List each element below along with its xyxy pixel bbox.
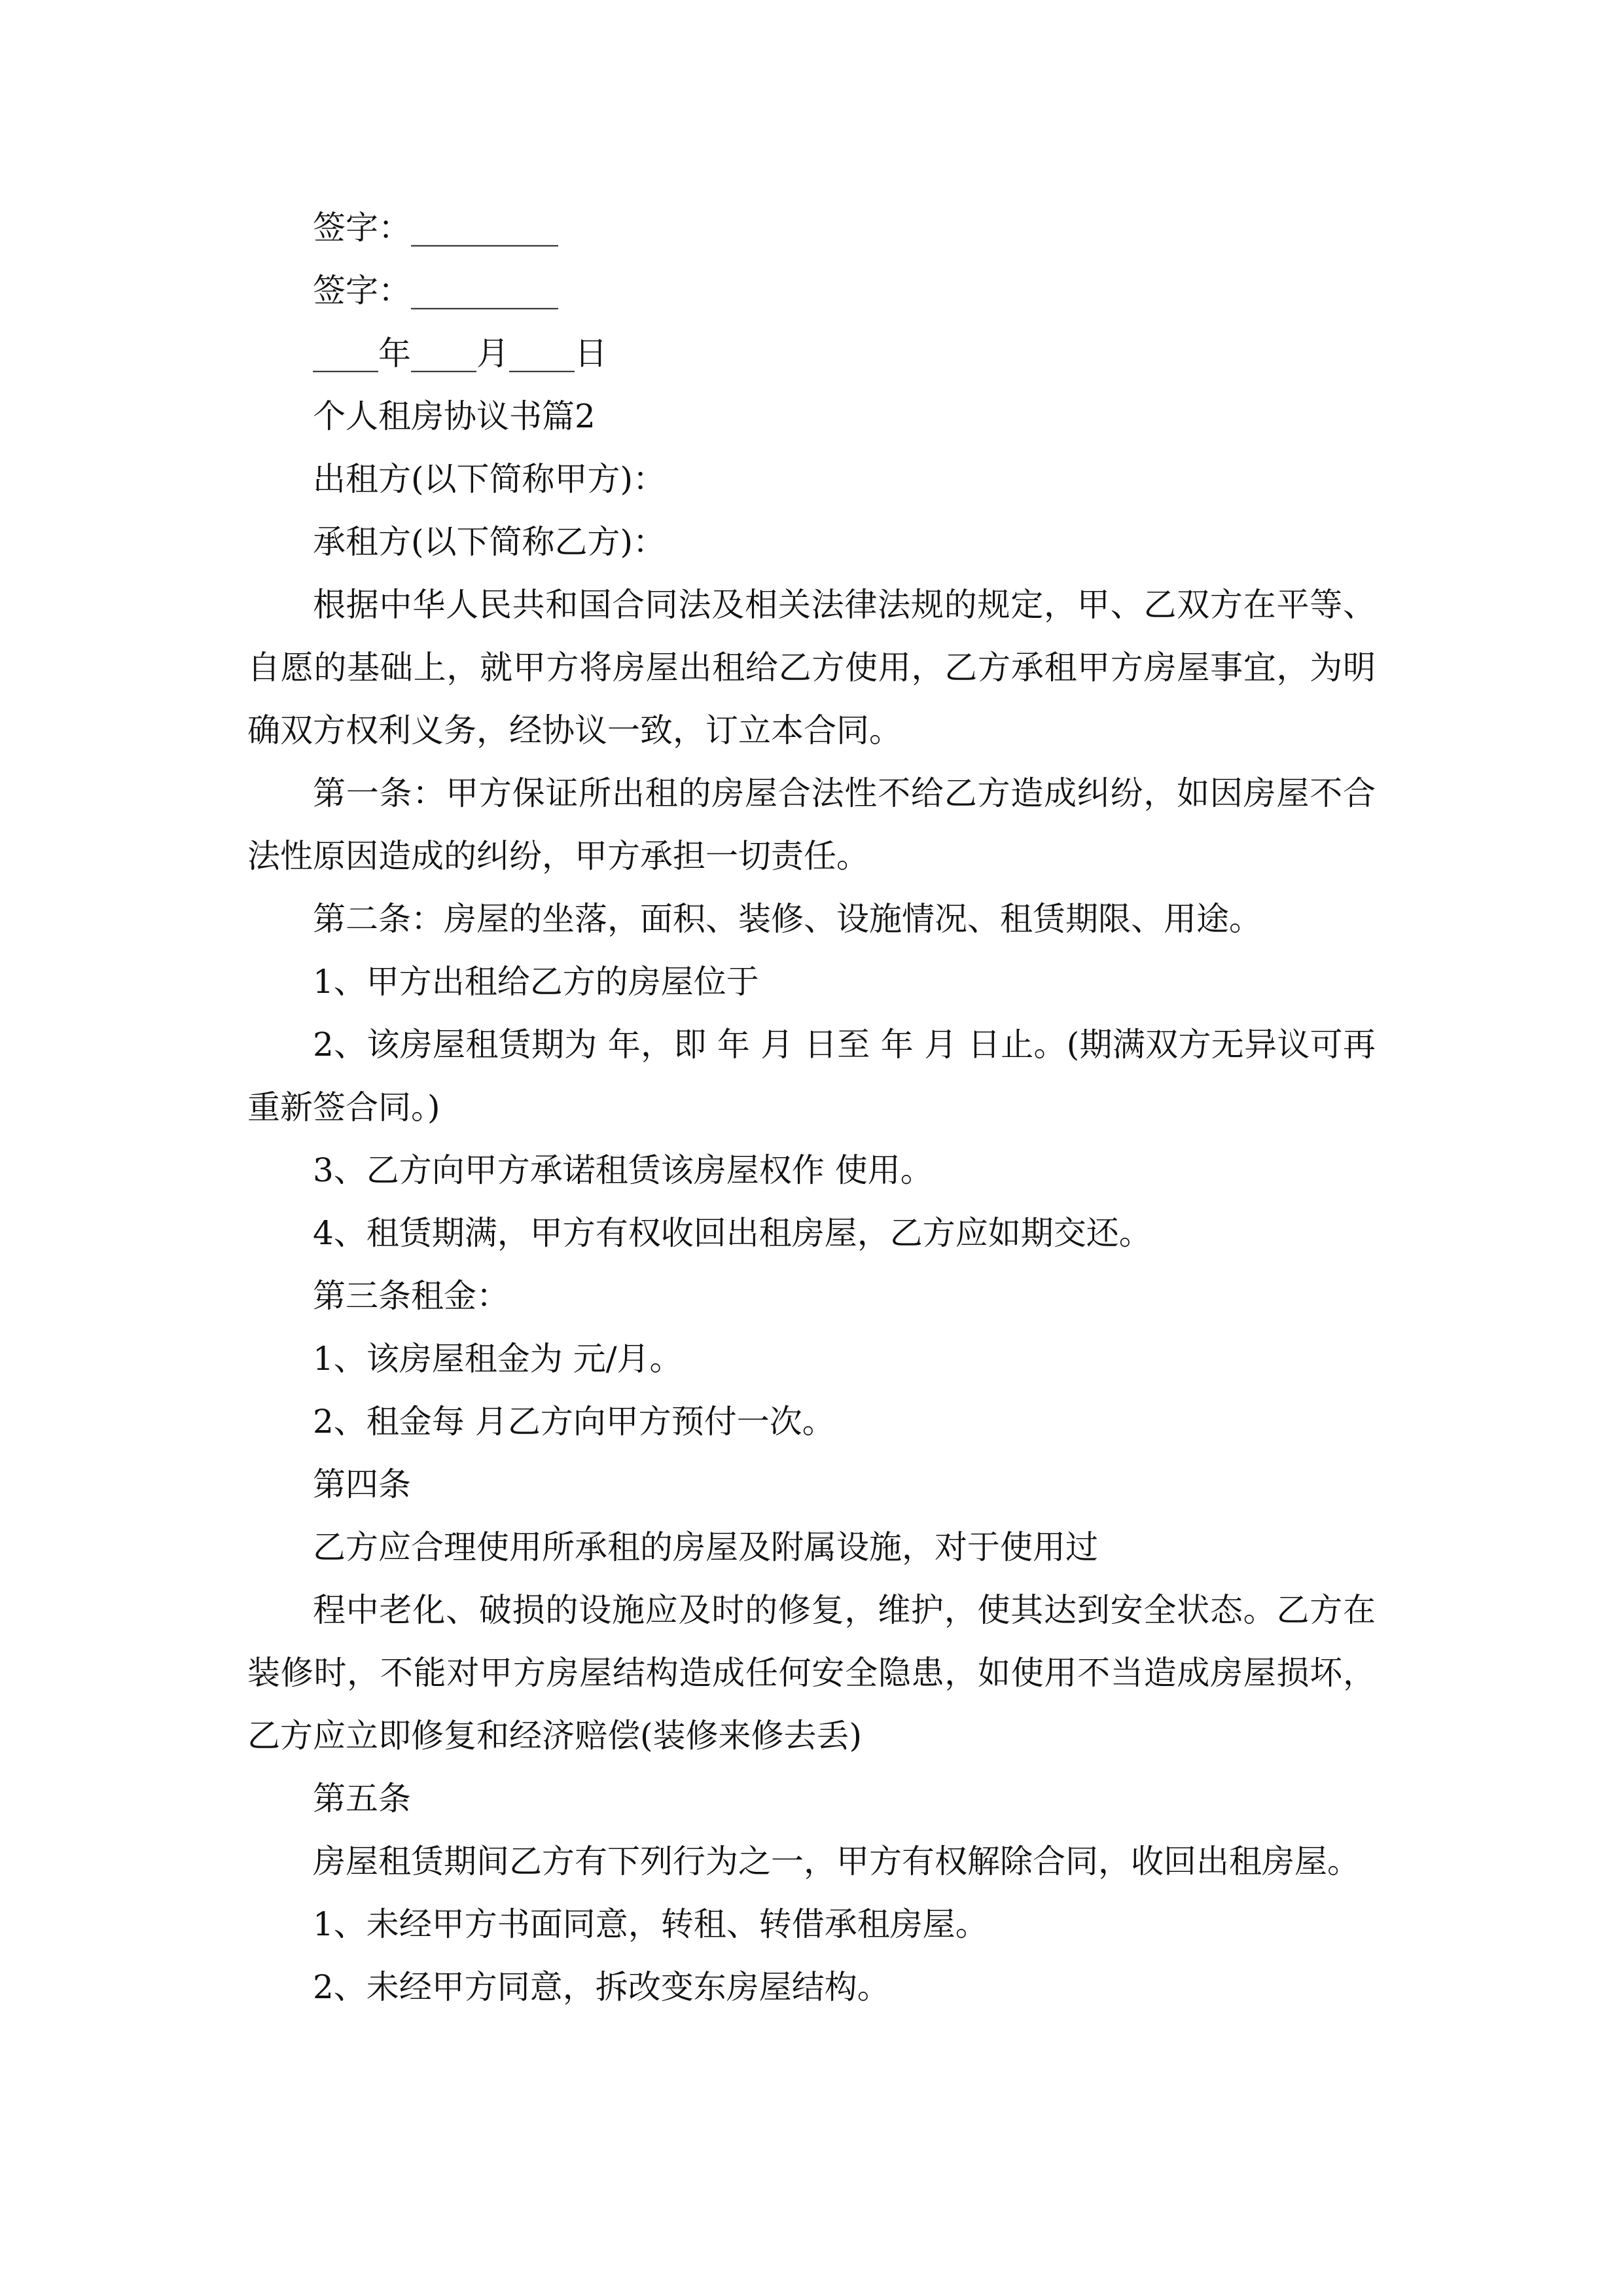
section-title: 个人租房协议书篇2	[313, 397, 596, 435]
article-5-paragraph: 房屋租赁期间乙方有下列行为之一，甲方有权解除合同，收回出租房屋。	[313, 1842, 1360, 1880]
article-2-item-3: 3、乙方向甲方承诺租赁该房屋权作 使用。	[313, 1151, 933, 1189]
article-3-heading: 第三条租金：	[313, 1277, 509, 1315]
article-5-item-2: 2、未经甲方同意，拆改变东房屋结构。	[313, 1968, 890, 2006]
article-1: 第一条：甲方保证所出租的房屋合法性不给乙方造成纠纷，如因房屋不合法性原因造成的纠纷，甲方承担一切责任。	[247, 774, 1376, 875]
article-4-paragraph-2: 程中老化、破损的设施应及时的修复，维护，使其达到安全状态。乙方在装修时，不能对甲方房屋结构造成任何安全隐患，如使用不当造成房屋损坏，乙方应立即修复和经济赔偿(装修来修去丢)	[247, 1591, 1376, 1755]
lessor-line: 出租方(以下简称甲方)：	[313, 460, 666, 498]
article-3-item-1: 1、该房屋租金为 元/月。	[313, 1340, 683, 1378]
article-4-heading: 第四条	[313, 1465, 411, 1503]
document-body	[247, 196, 1376, 2018]
article-2-item-4: 4、租赁期满，甲方有权收回出租房屋，乙方应如期交还。	[313, 1214, 1152, 1252]
article-3-item-2: 2、租金每 月乙方向甲方预付一次。	[313, 1403, 835, 1441]
article-2-heading: 第二条：房屋的坐落，面积、装修、设施情况、租赁期限、用途。	[313, 900, 1262, 938]
article-5-item-1: 1、未经甲方书面同意，转租、转借承租房屋。	[313, 1905, 988, 1943]
lessee-line: 承租方(以下简称乙方)：	[313, 523, 666, 561]
signature-line-2: 签字：_________	[313, 272, 558, 310]
signature-line-1: 签字：_________	[313, 209, 558, 247]
article-2-item-1: 1、甲方出租给乙方的房屋位于	[313, 963, 759, 1001]
article-5-heading: 第五条	[313, 1780, 411, 1818]
preamble-paragraph: 根据中华人民共和国合同法及相关法律法规的规定，甲、乙双方在平等、自愿的基础上，就甲方将房屋出租给乙方使用，乙方承租甲方房屋事宜，为明确双方权利义务，经协议一致，订立本合同。	[247, 586, 1376, 749]
article-4-paragraph-1: 乙方应合理使用所承租的房屋及附属设施，对于使用过	[313, 1528, 1098, 1566]
date-line: ____年____月____日	[313, 334, 607, 372]
article-2-item-2: 2、该房屋租赁期为 年，即 年 月 日至 年 月 日止。(期满双方无异议可再重新签合同。)	[247, 1026, 1376, 1126]
